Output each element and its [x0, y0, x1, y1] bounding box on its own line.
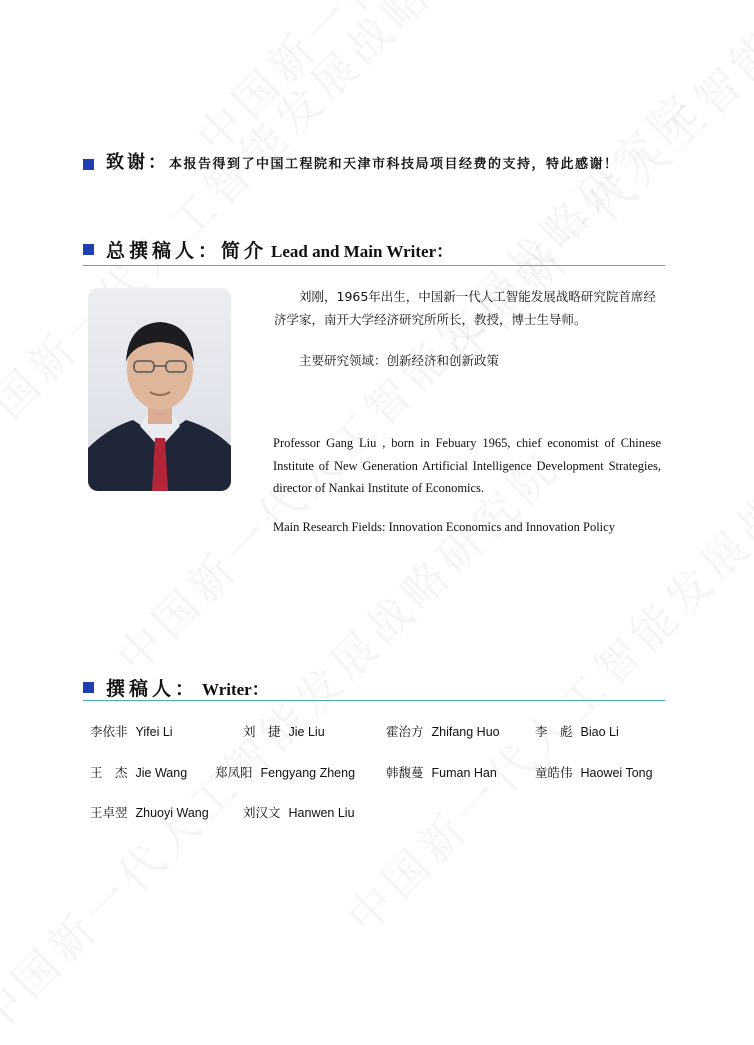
writer-name-cn: 王卓翌 — [90, 806, 128, 820]
writer-name-en: Fuman Han — [431, 766, 497, 780]
writers-heading — [83, 674, 665, 701]
watermark-text — [180, 0, 754, 165]
lead-writer-bio-en: Professor Gang Liu , born in Febuary 1965, chief economist of Chinese Institute of New Generation Artificial Intelligence Development Strategies, director of Nankai Institute of Economics. — [273, 436, 661, 495]
writer-name-cn: 王 杰 — [90, 766, 128, 780]
portrait-photo — [88, 288, 231, 491]
watermark-text — [0, 0, 551, 465]
lead-writer-field-cn: 主要研究领域：创新经济和创新政策 — [299, 353, 500, 368]
section-divider — [83, 265, 665, 266]
writer-name-en: Hanwen Liu — [288, 806, 355, 820]
acknowledgement-text: 本报告得到了中国工程院和天津市科技局项目经费的支持，特此感谢！ — [169, 157, 619, 172]
writers-heading-cn: 撰稿人： — [106, 678, 199, 700]
watermark-text — [330, 334, 754, 945]
writer-name-en: Zhuoyi Wang — [135, 806, 209, 820]
writer-name-en: Jie Wang — [135, 766, 188, 780]
writer-name-cn: 李 彪 — [535, 725, 573, 739]
section-bullet-icon — [83, 244, 94, 255]
writer-entry — [535, 722, 619, 740]
section-bullet-icon — [83, 159, 94, 170]
writer-entry — [535, 763, 653, 781]
writer-name-cn: 童皓伟 — [535, 766, 573, 780]
acknowledgement-label: 致谢： — [106, 152, 169, 173]
portrait-illustration — [88, 288, 231, 491]
lead-writer-heading — [83, 236, 665, 263]
writer-name-cn: 霍治方 — [386, 725, 424, 739]
writer-name-en: Zhifang Huo — [431, 725, 500, 739]
writer-name-cn: 刘汉文 — [243, 806, 281, 820]
section-divider — [83, 700, 665, 701]
writer-name-cn: 李依非 — [90, 725, 128, 739]
writer-entry — [90, 803, 209, 821]
writer-name-en: Fengyang Zheng — [260, 766, 356, 780]
writers-heading-en: Writer： — [202, 680, 269, 699]
lead-writer-heading-en: Lead and Main Writer： — [271, 242, 454, 261]
writer-entry — [90, 722, 173, 740]
writer-entry — [243, 803, 355, 821]
writer-name-cn: 郑凤阳 — [215, 766, 253, 780]
writer-name-en: Biao Li — [580, 725, 619, 739]
writer-entry — [386, 763, 497, 781]
writer-name-cn: 韩馥蔓 — [386, 766, 424, 780]
lead-writer-heading-cn: 总撰稿人：简介 — [106, 240, 268, 262]
lead-writer-bio-cn: 刘刚，1965年出生，中国新一代人工智能发展战略研究院首席经济学家，南开大学经济研究所所长，教授，博士生导师。 — [274, 289, 656, 327]
writer-entry — [90, 763, 187, 781]
writer-entry — [215, 763, 355, 781]
lead-writer-field-en: Main Research Fields: Innovation Economics and Innovation Policy — [273, 520, 615, 534]
writer-entry — [386, 722, 500, 740]
acknowledgement — [83, 148, 743, 174]
writer-name-en: Jie Liu — [288, 725, 325, 739]
writer-name-en: Haowei Tong — [580, 766, 653, 780]
writer-name-en: Yifei Li — [135, 725, 173, 739]
section-bullet-icon — [83, 682, 94, 693]
writer-entry — [243, 722, 325, 740]
writer-name-cn: 刘 捷 — [243, 725, 281, 739]
